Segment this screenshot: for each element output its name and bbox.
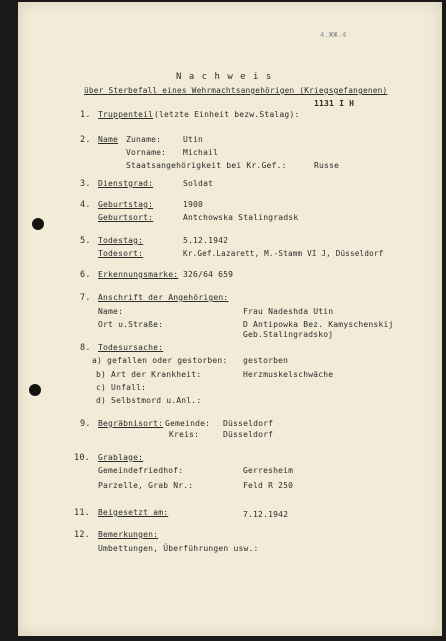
deathplace-label: Todesort: xyxy=(98,249,144,258)
burial-gemeinde-value: Düsseldorf xyxy=(223,419,274,428)
section-3-label: Dienstgrad: xyxy=(98,179,154,188)
section-2-label: Name xyxy=(98,135,119,144)
nationality-value: Russe xyxy=(314,161,340,170)
cause-b-label: b) Art der Krankheit: xyxy=(96,370,202,379)
section-1-text: (letzte Einheit bezw.Stalag): xyxy=(154,110,300,119)
section-5-number: 5. xyxy=(80,236,91,246)
burial-kreis-label: Kreis: xyxy=(169,430,200,439)
relative-address-line2: Geb.Stalingradskoj xyxy=(243,330,334,339)
burial-kreis-value: Düsseldorf xyxy=(223,430,274,439)
birthplace-label: Geburtsort: xyxy=(98,213,154,222)
section-12-label: Bemerkungen: xyxy=(98,530,159,539)
pencil-note: 4.ЖЖ.4 xyxy=(320,31,347,39)
zuname-label: Zuname: xyxy=(126,135,162,144)
cemetery-value: Gerresheim xyxy=(243,466,294,475)
relative-name-label: Name: xyxy=(98,307,124,316)
doc-title: N a c h w e i s xyxy=(176,72,273,82)
section-2-number: 2. xyxy=(80,135,91,145)
section-9-label: Begräbnisort: xyxy=(98,419,164,428)
id-tag-value: 326/64 659 xyxy=(183,270,234,279)
burial-date-value: 7.12.1942 xyxy=(243,510,289,519)
birthdate-label: Geburtstag: xyxy=(98,200,154,209)
cause-a-value: gestorben xyxy=(243,356,289,365)
section-10-label: Grablage: xyxy=(98,453,144,462)
punch-hole xyxy=(32,218,44,230)
vorname-label: Vorname: xyxy=(126,148,167,157)
cause-d-label: d) Selbstmord u.Anl.: xyxy=(96,396,202,405)
section-10-number: 10. xyxy=(74,453,90,463)
cemetery-label: Gemeindefriedhof: xyxy=(98,466,184,475)
cause-a-label: a) gefallen oder gestorben: xyxy=(92,356,228,365)
section-1-label: Truppenteil xyxy=(98,110,154,119)
zuname-value: Utin xyxy=(183,135,204,144)
deathplace-value: Kr.Gef.Lazarett, M.-Stamm VI J, Düsseldorf xyxy=(183,249,384,258)
grave-label: Parzelle, Grab Nr.: xyxy=(98,481,194,490)
section-8-number: 8. xyxy=(80,343,91,353)
cause-b-value: Herzmuskelschwäche xyxy=(243,370,334,379)
deathdate-value: 5.12.1942 xyxy=(183,236,229,245)
remarks-text: Umbettungen, Überführungen usw.: xyxy=(98,544,259,553)
section-7-label: Anschrift der Angehörigen: xyxy=(98,293,229,302)
grave-value: Feld R 250 xyxy=(243,481,294,490)
birthplace-value: Antchowska Stalingradsk xyxy=(183,213,299,222)
section-8-label: Todesursache: xyxy=(98,343,164,352)
nationality-label: Staatsangehörigkeit bei Kr.Gef.: xyxy=(126,161,287,170)
deathdate-label: Todestag: xyxy=(98,236,144,245)
section-12-number: 12. xyxy=(74,530,90,540)
relative-name-value: Frau Nadeshda Utin xyxy=(243,307,334,316)
relative-address-label: Ort u.Straße: xyxy=(98,320,164,329)
vorname-value: Michail xyxy=(183,148,219,157)
section-11-label: Beigesetzt am: xyxy=(98,508,169,517)
section-1-number: 1. xyxy=(80,110,91,120)
doc-subtitle: über Sterbefall eines Wehrmachtsangehörigen (Kriegsgefangenen) xyxy=(84,86,388,95)
section-9-number: 9. xyxy=(80,419,91,429)
reference-number: 1131 I H xyxy=(314,99,355,108)
burial-gemeinde-label: Gemeinde: xyxy=(165,419,211,428)
punch-hole xyxy=(29,384,41,396)
birthdate-value: 1900 xyxy=(183,200,204,209)
rank-value: Soldat xyxy=(183,179,214,188)
section-11-number: 11. xyxy=(74,508,90,518)
relative-address-line1: D Antipowka Bez. Kamyschenskij xyxy=(243,320,394,329)
section-6-label: Erkennungsmarke: xyxy=(98,270,179,279)
cause-c-label: c) Unfall: xyxy=(96,383,147,392)
section-6-number: 6. xyxy=(80,270,91,280)
section-4-number: 4. xyxy=(80,200,91,210)
section-3-number: 3. xyxy=(80,179,91,189)
document-page xyxy=(18,2,442,636)
section-7-number: 7. xyxy=(80,293,91,303)
